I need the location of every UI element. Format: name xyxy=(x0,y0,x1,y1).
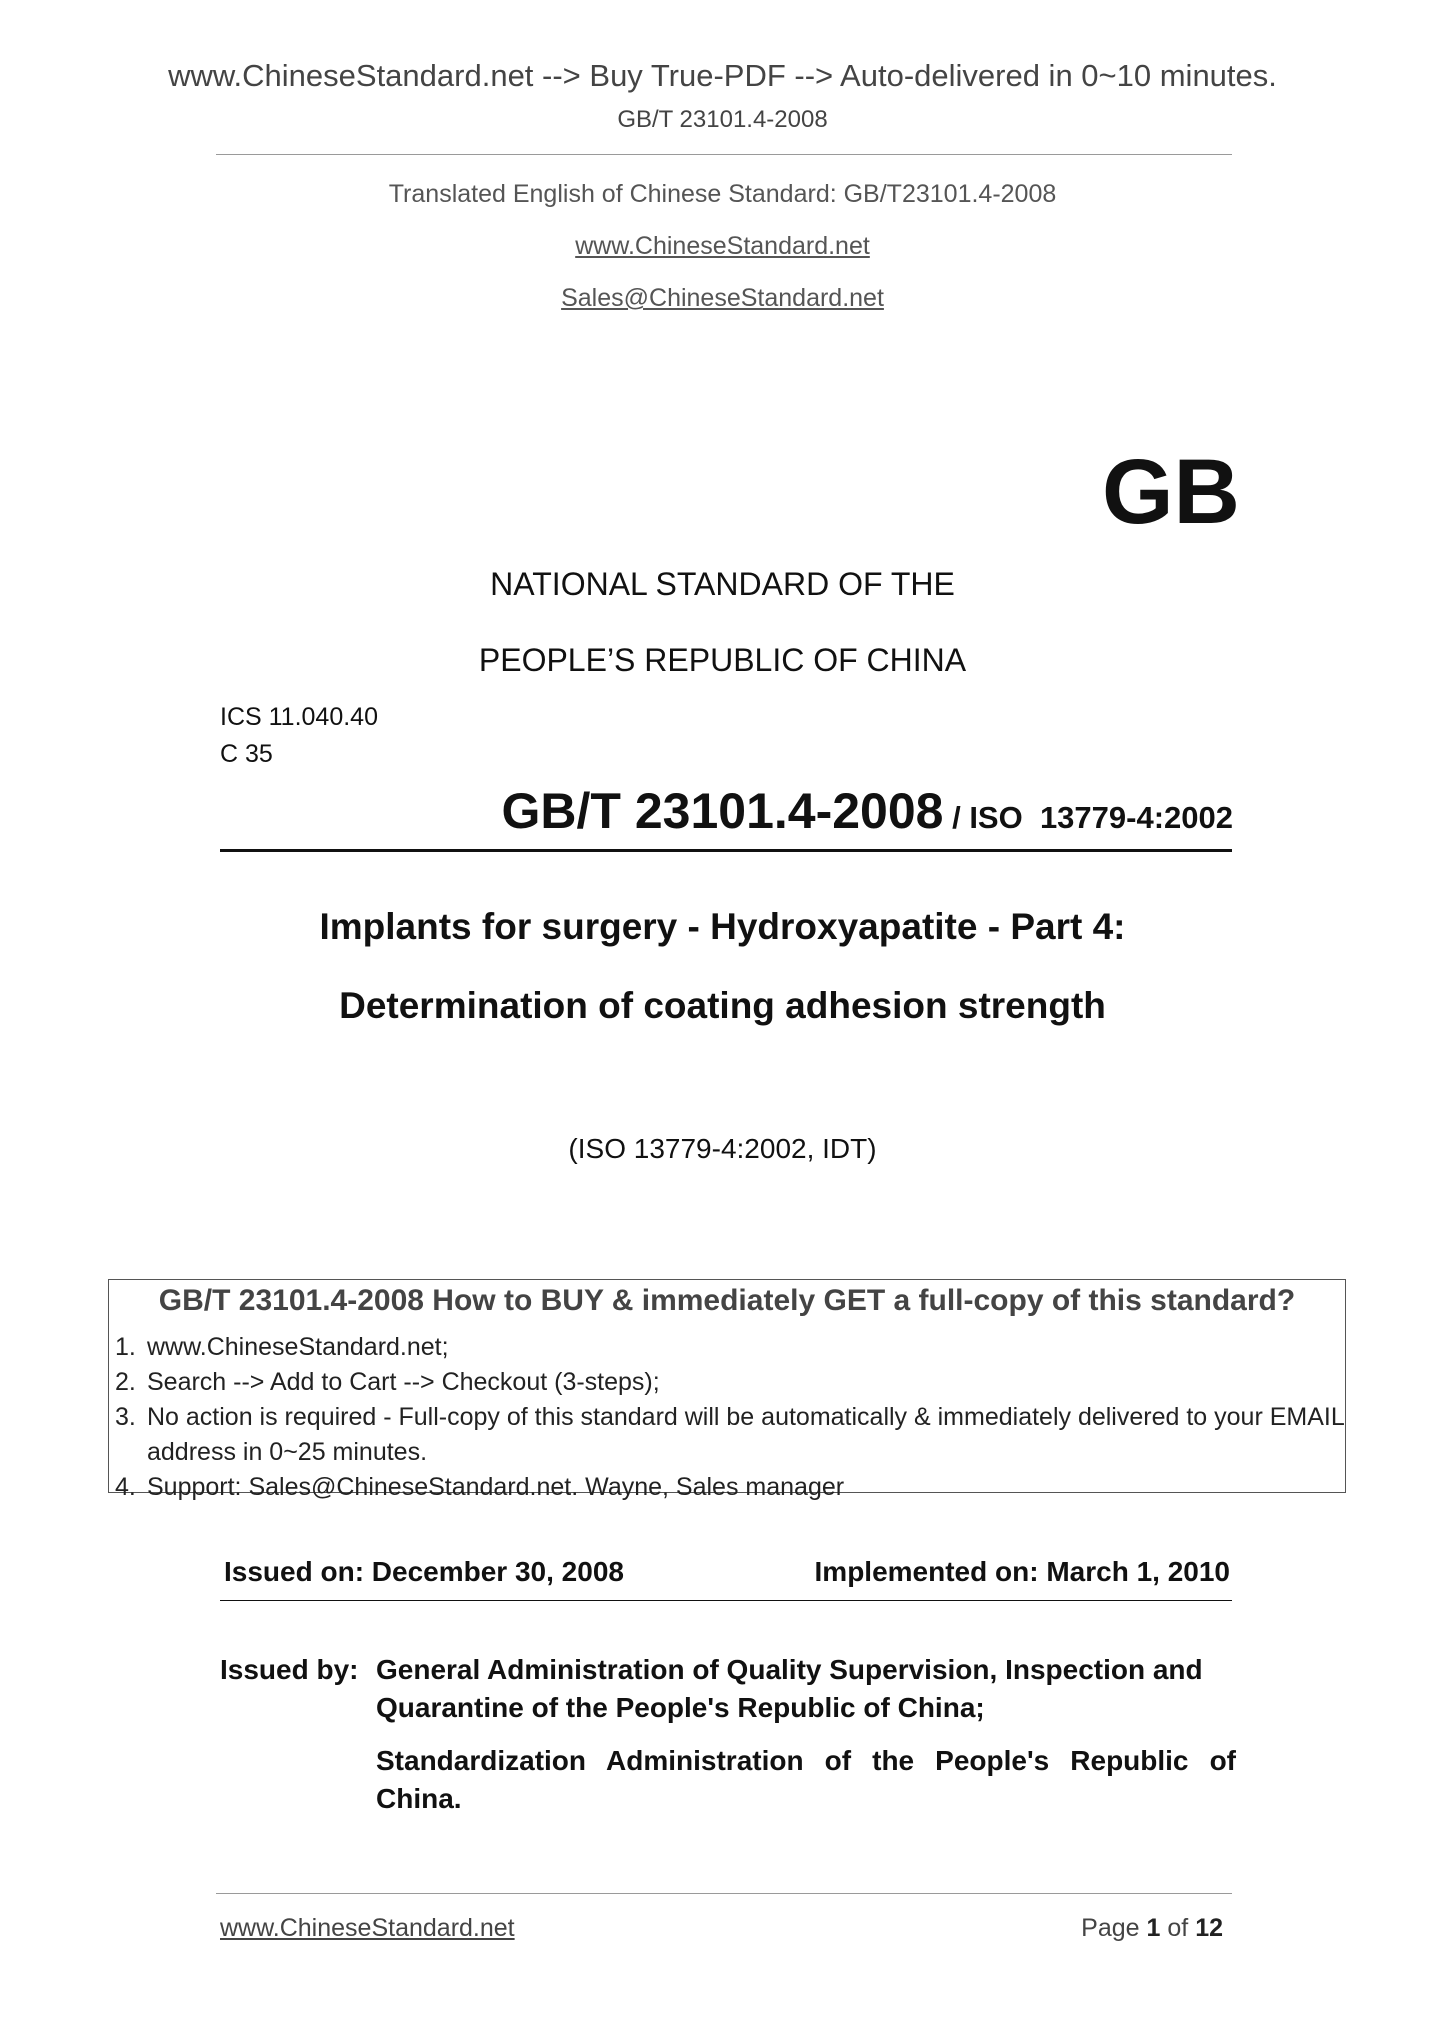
page-total: 12 xyxy=(1195,1914,1223,1942)
list-item-number: 2. xyxy=(115,1368,136,1396)
list-item xyxy=(109,1470,1345,1505)
issuing-authority-1: General Administration of Quality Supervision, Inspection and Quarantine of the People's Republic of China; xyxy=(376,1654,1203,1723)
document-title-line2: Determination of coating adhesion strength xyxy=(339,985,1106,1026)
header-divider xyxy=(216,154,1232,155)
list-item xyxy=(109,1330,1345,1365)
page-number: 1 xyxy=(1146,1914,1161,1942)
list-item-text: www.ChineseStandard.net; xyxy=(147,1333,449,1361)
purchase-steps-list xyxy=(109,1330,1345,1505)
ccs-code: C 35 xyxy=(220,740,273,768)
website-link[interactable]: www.ChineseStandard.net xyxy=(575,232,870,260)
list-item xyxy=(109,1365,1345,1400)
standard-number-line xyxy=(502,782,1233,840)
list-item-text: Search --> Add to Cart --> Checkout (3-steps); xyxy=(147,1368,660,1396)
list-item-number: 1. xyxy=(115,1333,136,1361)
list-item-text: Support: Sales@ChineseStandard.net. Wayne, Sales manager xyxy=(147,1473,845,1501)
header-standard-number: GB/T 23101.4-2008 xyxy=(617,106,828,133)
ics-code: ICS 11.040.40 xyxy=(220,703,378,731)
issued-date: Issued on: December 30, 2008 xyxy=(224,1556,624,1587)
document-title-line1: Implants for surgery - Hydroxyapatite - Part 4: xyxy=(319,906,1126,947)
header-banner: www.ChineseStandard.net --> Buy True-PDF --> Auto-delivered in 0~10 minutes. xyxy=(168,58,1277,93)
list-item-number: 4. xyxy=(115,1473,136,1501)
page-indicator xyxy=(1081,1914,1223,1943)
list-item xyxy=(109,1400,1345,1470)
standard-separator: / xyxy=(943,800,970,835)
national-standard-heading: NATIONAL STANDARD OF THE xyxy=(490,566,955,602)
dates-rule xyxy=(220,1600,1232,1601)
purchase-info-box xyxy=(108,1279,1346,1501)
email-link-row xyxy=(0,284,1445,313)
footer-divider xyxy=(216,1893,1232,1894)
translation-note: Translated English of Chinese Standard: GB/T23101.4-2008 xyxy=(388,180,1057,208)
standard-number-rule xyxy=(220,849,1232,852)
iso-equivalence: (ISO 13779-4:2002, IDT) xyxy=(568,1133,877,1164)
issued-by-label: Issued by: xyxy=(220,1654,359,1685)
list-item-text: No action is required - Full-copy of this standard will be automatically & immediately delivered to your EMAIL address in 0~25 minutes. xyxy=(147,1403,1344,1466)
implemented-date: Implemented on: March 1, 2010 xyxy=(814,1556,1230,1587)
list-item-number: 3. xyxy=(115,1403,136,1431)
republic-heading: PEOPLE’S REPUBLIC OF CHINA xyxy=(478,642,967,678)
standard-number: GB/T 23101.4-2008 xyxy=(501,783,944,839)
gb-mark: GB xyxy=(1102,441,1240,543)
issuing-authority-2: Standardization Administration of the People's Republic of China. xyxy=(376,1745,1236,1814)
footer-website-link[interactable]: www.ChineseStandard.net xyxy=(220,1914,515,1942)
email-link[interactable]: Sales@ChineseStandard.net xyxy=(561,284,884,312)
iso-number: ISO 13779-4:2002 xyxy=(969,800,1233,835)
purchase-box-title: GB/T 23101.4-2008 How to BUY & immediately GET a full-copy of this standard? xyxy=(158,1284,1296,1317)
page-label: Page xyxy=(1081,1914,1140,1942)
website-link-row xyxy=(0,232,1445,261)
page-of-label: of xyxy=(1167,1914,1189,1942)
